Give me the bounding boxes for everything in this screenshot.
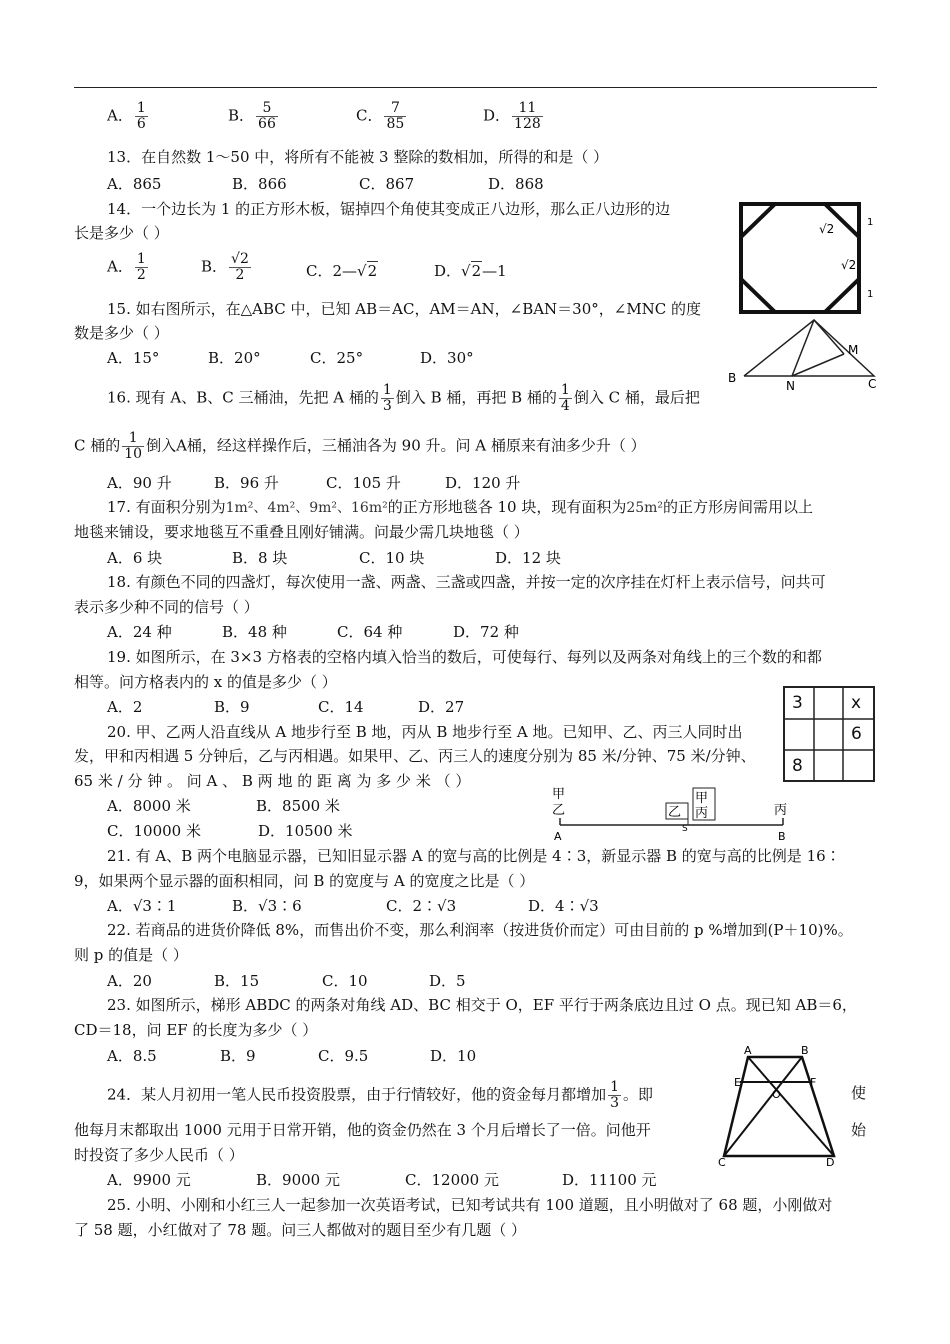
- q24-stem-line3: 时投资了多少人民币（ ）: [74, 1146, 244, 1164]
- q19-option-b: B．9: [214, 698, 250, 716]
- q15-option-a: A．15°: [107, 349, 160, 367]
- cell-6: 6: [851, 724, 862, 744]
- cell-8: 8: [792, 756, 803, 776]
- q24-stem-line2: 他每月末都取出 1000 元用于日常开销，他的资金仍然在 3 个月后增长了一倍。问他开: [74, 1121, 651, 1139]
- q19-stem-line1: 19. 如图所示，在 3×3 方格表的空格内填入恰当的数后，可使每行、每列以及两条对角线上的三个数的和都: [107, 648, 822, 666]
- q15-option-b: B．20°: [208, 349, 261, 367]
- q24-stem-line1: 24．某人月初用一笔人民币投资股票，由于行情较好，他的资金每月都增加 $\frac{1}{3}$ 。即: [107, 1079, 654, 1111]
- q19-stem-line2: 相等。问方格表内的 x 的值是多少（ ）: [74, 673, 337, 691]
- fig-label-s: S: [682, 824, 688, 834]
- q19-option-c: C．14: [318, 698, 364, 716]
- q21-stem-line2: 9，如果两个显示器的面积相同，问 B 的宽度与 A 的宽度之比是（ ）: [74, 872, 535, 890]
- cell-3: 3: [792, 693, 803, 713]
- q12-option-c: C． $\frac{7}{85}$: [356, 100, 405, 132]
- q24-option-d: D．11100 元: [562, 1171, 657, 1189]
- fig-label-b: B: [778, 830, 786, 843]
- q15-triangle-figure: [722, 316, 882, 392]
- fig-label-a: A: [554, 830, 562, 843]
- q24-option-a: A．9900 元: [107, 1171, 191, 1189]
- q16-option-a: A．90 升: [107, 474, 172, 492]
- q13-option-b: B．866: [232, 175, 287, 193]
- q19-option-d: D．27: [418, 698, 465, 716]
- q25-stem-line1: 25. 小明、小刚和小红三人一起参加一次英语考试，已知考试共有 100 道题，且小明做对了 68 题，小刚做对: [107, 1196, 833, 1214]
- q23-option-a: A．8.5: [107, 1047, 157, 1065]
- q18-option-d: D．72 种: [453, 623, 519, 641]
- q24-stem-line1-tail: 使: [851, 1084, 867, 1102]
- header-rule: [74, 87, 877, 88]
- q14-option-c: C．2—√2: [306, 262, 378, 280]
- q20-stem-line1: 20. 甲、乙两人沿直线从 A 地步行至 B 地，丙从 B 地步行至 A 地。已知甲、乙、丙三人同时出: [107, 723, 743, 741]
- q15-option-d: D．30°: [420, 349, 474, 367]
- q24-option-b: B．9000 元: [256, 1171, 340, 1189]
- q23-stem-line2: CD＝18，问 EF 的长度为多少（ ）: [74, 1021, 318, 1039]
- fig-label-a: A: [744, 1044, 752, 1057]
- q16-option-c: C．105 升: [326, 474, 401, 492]
- q13-option-c: C．867: [359, 175, 415, 193]
- q21-option-d: D．4∶√3: [528, 897, 599, 915]
- fig-one-top: 1: [867, 217, 874, 228]
- q17-option-c: C．10 块: [359, 549, 425, 567]
- q20-option-b: B．8500 米: [256, 797, 340, 815]
- q24-stem-line2-tail: 始: [851, 1121, 867, 1139]
- q14-stem-line2: 长是多少（ ）: [74, 224, 169, 242]
- q16-stem-line1: 16. 现有 A、B、C 三桶油，先把 A 桶的 $\frac{1}{3}$ 倒入 B 桶，再把 B 桶的 $\frac{1}{4}$ 倒入 C 桶，最后把: [107, 382, 700, 414]
- q21-stem-line1: 21. 有 A、B 两个电脑显示器，已知旧显示器 A 的宽与高的比例是 4∶3，新显示器 B 的宽与高的比例是 16∶: [107, 847, 841, 865]
- fig-jia-box: 甲: [695, 791, 709, 806]
- q19-magic-square: [783, 686, 875, 782]
- q16-option-b: B．96 升: [214, 474, 279, 492]
- q22-option-a: A．20: [107, 972, 152, 990]
- q18-option-a: A．24 种: [107, 623, 172, 641]
- q17-option-a: A．6 块: [107, 549, 163, 567]
- q12-option-d: D． $\frac{11}{128}$: [483, 100, 541, 132]
- q21-option-b: B．√3∶6: [232, 897, 302, 915]
- q15-stem-line1: 15. 如右图所示，在△ABC 中，已知 AB＝AC，AM＝AN，∠BAN＝30°，∠MNC 的度: [107, 300, 702, 318]
- q12-option-a: A． $\frac{1}{6}$: [107, 100, 146, 132]
- q20-option-c: C．10000 米: [107, 822, 201, 840]
- q23-option-b: B．9: [220, 1047, 256, 1065]
- fig-yi-left: 乙: [552, 803, 566, 818]
- q18-stem-line1: 18. 有颜色不同的四盏灯，每次使用一盏、两盏、三盏或四盏，并按一定的次序挂在灯杆上表示信号，问共可: [107, 573, 826, 591]
- q13-option-a: A．865: [107, 175, 162, 193]
- q16-stem-line2: C 桶的 $\frac{1}{10}$ 倒入A桶，经这样操作后，三桶油各为 90 升。问 A 桶原来有油多少升（ ）: [74, 430, 646, 462]
- q13-stem: 13．在自然数 1～50 中，将所有不能被 3 整除的数相加，所得的和是（ ）: [107, 148, 609, 166]
- q22-option-d: D．5: [429, 972, 466, 990]
- fig-label-e: E: [734, 1076, 741, 1089]
- fig-label-b: B: [801, 1044, 809, 1057]
- q13-option-d: D．868: [488, 175, 544, 193]
- fig-root2-right: √2: [841, 258, 857, 272]
- fig-label-o: O: [772, 1088, 781, 1101]
- fig-root2-top: √2: [819, 222, 835, 236]
- fig-label-d: D: [826, 1156, 835, 1168]
- q20-option-a: A．8000 米: [107, 797, 191, 815]
- q14-stem-line1: 14．一个边长为 1 的正方形木板，锯掉四个角使其变成正八边形，那么正八边形的边: [107, 200, 671, 218]
- fig-label-n: N: [786, 379, 795, 392]
- q24-option-c: C．12000 元: [405, 1171, 499, 1189]
- q23-option-d: D．10: [430, 1047, 477, 1065]
- fig-bing-box: 丙: [695, 806, 709, 821]
- cell-x: x: [851, 693, 862, 713]
- q14-option-a: A． $\frac{1}{2}$: [107, 251, 146, 283]
- q25-stem-line2: 了 58 题，小红做对了 78 题。问三人都做对的题目至少有几题（ ）: [74, 1221, 527, 1239]
- q22-stem-line1: 22. 若商品的进货价降低 8%，而售出价不变，那么利润率（按进货价而定）可由目前的 p %增加到(P＋10)%。: [107, 921, 853, 939]
- fig-label-b: B: [728, 371, 737, 385]
- q18-option-b: B．48 种: [222, 623, 287, 641]
- fig-label-c: C: [718, 1156, 726, 1168]
- q23-trapezoid-figure: [712, 1044, 842, 1168]
- q21-option-a: A．√3∶1: [107, 897, 177, 915]
- q15-stem-line2: 数是多少（ ）: [74, 324, 169, 342]
- q20-stem-line3: 65 米 / 分 钟 。 问 A 、 B 两 地 的 距 离 为 多 少 米 （ ）: [74, 772, 471, 790]
- q22-stem-line2: 则 p 的值是（ ）: [74, 946, 188, 964]
- fig-bing-right: 丙: [774, 803, 788, 818]
- q20-route-figure: [548, 784, 793, 844]
- fig-yi-box: 乙: [668, 805, 682, 820]
- q16-option-d: D．120 升: [445, 474, 521, 492]
- q19-option-a: A．2: [107, 698, 143, 716]
- fig-label-c: C: [868, 377, 877, 391]
- q14-option-d: D．√2—1: [434, 262, 507, 280]
- q18-stem-line2: 表示多少种不同的信号（ ）: [74, 598, 259, 616]
- q14-option-b: B． $\frac{√2}{2}$: [201, 251, 249, 283]
- q17-option-b: B．8 块: [232, 549, 288, 567]
- q15-option-c: C．25°: [310, 349, 364, 367]
- q22-option-c: C．10: [322, 972, 368, 990]
- q22-option-b: B．15: [214, 972, 260, 990]
- fig-one-bottom: 1: [867, 289, 874, 300]
- fig-label-m: M: [848, 343, 859, 357]
- q14-octagon-figure: [737, 199, 877, 319]
- q17-stem-line1: 17. 有面积分别为1m²、4m²、9m²、16m²的正方形地毯各 10 块，现有面积为25m²的正方形房间需用以上: [107, 498, 814, 516]
- fig-jia-left: 甲: [552, 787, 566, 802]
- q23-stem-line1: 23. 如图所示，梯形 ABDC 的两条对角线 AD、BC 相交于 O，EF 平行于两条底边且过 O 点。现已知 AB＝6，: [107, 996, 857, 1014]
- q20-option-d: D．10500 米: [258, 822, 353, 840]
- q18-option-c: C．64 种: [337, 623, 403, 641]
- q23-option-c: C．9.5: [318, 1047, 369, 1065]
- fig-label-f: F: [810, 1076, 817, 1089]
- q20-stem-line2: 发，甲和丙相遇 5 分钟后，乙与丙相遇。如果甲、乙、丙三人的速度分别为 85 米/分钟、75 米/分钟、: [74, 747, 756, 765]
- q17-option-d: D．12 块: [495, 549, 561, 567]
- q17-stem-line2: 地毯来铺设，要求地毯互不重叠且刚好铺满。问最少需几块地毯（ ）: [74, 523, 529, 541]
- q21-option-c: C．2∶√3: [386, 897, 457, 915]
- q12-option-b: B． $\frac{5}{66}$: [228, 100, 276, 132]
